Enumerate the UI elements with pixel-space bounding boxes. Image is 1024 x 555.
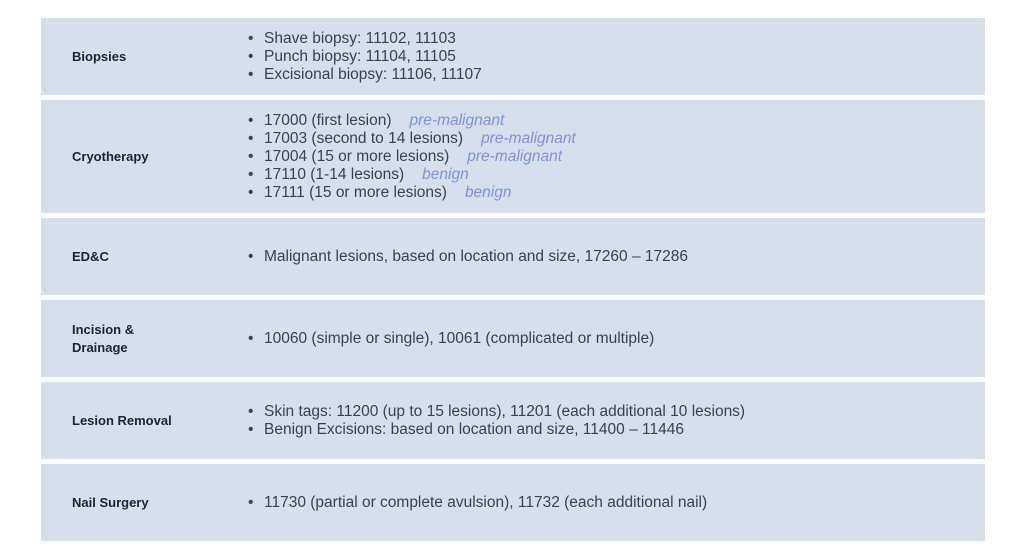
bullet-icon: • bbox=[248, 183, 254, 201]
code-list bbox=[226, 494, 985, 512]
table-row-cryotherapy bbox=[41, 100, 985, 213]
item-text: 17003 (second to 14 lesions) bbox=[264, 129, 464, 147]
procedure-code-table bbox=[41, 18, 985, 541]
item-text: Punch biopsy: 11104, 11105 bbox=[264, 47, 456, 65]
item-text: 17004 (15 or more lesions) bbox=[264, 147, 450, 165]
table-row-edc bbox=[41, 218, 985, 295]
list-item bbox=[248, 403, 755, 421]
item-text: Malignant lesions, based on location and size, 17260 – 17286 bbox=[264, 247, 688, 265]
list-item bbox=[248, 112, 985, 130]
category-label: Incision & Drainage bbox=[72, 321, 135, 355]
category-label: Biopsies bbox=[72, 48, 127, 64]
item-text: 17110 (1-14 lesions) bbox=[264, 165, 405, 183]
list-item bbox=[248, 421, 755, 439]
list-item bbox=[248, 148, 985, 166]
code-list bbox=[226, 403, 985, 439]
bullet-icon: • bbox=[248, 165, 254, 183]
bullet-icon: • bbox=[248, 65, 254, 83]
item-text: 17000 (first lesion) bbox=[264, 111, 392, 129]
lesion-type-note: pre-malignant bbox=[481, 129, 576, 147]
bullet-icon: • bbox=[248, 147, 254, 165]
bullet-icon: • bbox=[248, 247, 254, 265]
lesion-type-note: benign bbox=[422, 165, 469, 183]
code-list bbox=[226, 112, 985, 202]
category-label: Cryotherapy bbox=[72, 148, 149, 164]
item-text: 10060 (simple or single), 10061 (complicated or multiple) bbox=[264, 329, 655, 347]
item-text: Excisional biopsy: 11106, 11107 bbox=[264, 65, 482, 83]
bullet-icon: • bbox=[248, 493, 254, 511]
list-item bbox=[248, 330, 985, 348]
category-label: Lesion Removal bbox=[72, 412, 172, 428]
code-list bbox=[226, 330, 985, 348]
code-list bbox=[226, 30, 985, 84]
table-row-biopsies bbox=[41, 18, 985, 95]
bullet-icon: • bbox=[248, 129, 254, 147]
table-row-incision-drainage bbox=[41, 300, 985, 377]
list-item bbox=[248, 130, 985, 148]
lesion-type-note: benign bbox=[464, 183, 512, 201]
table-row-nail-surgery bbox=[41, 464, 985, 541]
list-item bbox=[248, 166, 985, 184]
item-text: Benign Excisions: based on location and size, 11400 – 11446 bbox=[264, 420, 684, 438]
item-text: Shave biopsy: 11102, 11103 bbox=[264, 29, 456, 47]
list-item bbox=[248, 184, 985, 202]
bullet-icon: • bbox=[248, 47, 254, 65]
bullet-icon: • bbox=[248, 420, 254, 438]
bullet-icon: • bbox=[248, 329, 254, 347]
item-text: Skin tags: 11200 (up to 15 lesions), 11201 (each additional 10 lesions) bbox=[264, 402, 746, 420]
category-label: Nail Surgery bbox=[72, 494, 149, 510]
item-text: 17111 (15 or more lesions) bbox=[264, 183, 447, 201]
list-item bbox=[248, 494, 985, 512]
table-row-lesion-removal bbox=[41, 382, 985, 459]
lesion-type-note: pre-malignant bbox=[409, 111, 505, 129]
lesion-type-note: pre-malignant bbox=[467, 147, 563, 165]
bullet-icon: • bbox=[248, 29, 254, 47]
code-list bbox=[226, 248, 985, 266]
list-item bbox=[248, 66, 985, 84]
list-item bbox=[248, 30, 985, 48]
list-item bbox=[248, 248, 985, 266]
list-item bbox=[248, 48, 985, 66]
bullet-icon: • bbox=[248, 111, 254, 129]
bullet-icon: • bbox=[248, 402, 254, 420]
category-label: ED&C bbox=[72, 248, 109, 264]
item-text: 11730 (partial or complete avulsion), 11732 (each additional nail) bbox=[264, 493, 708, 511]
